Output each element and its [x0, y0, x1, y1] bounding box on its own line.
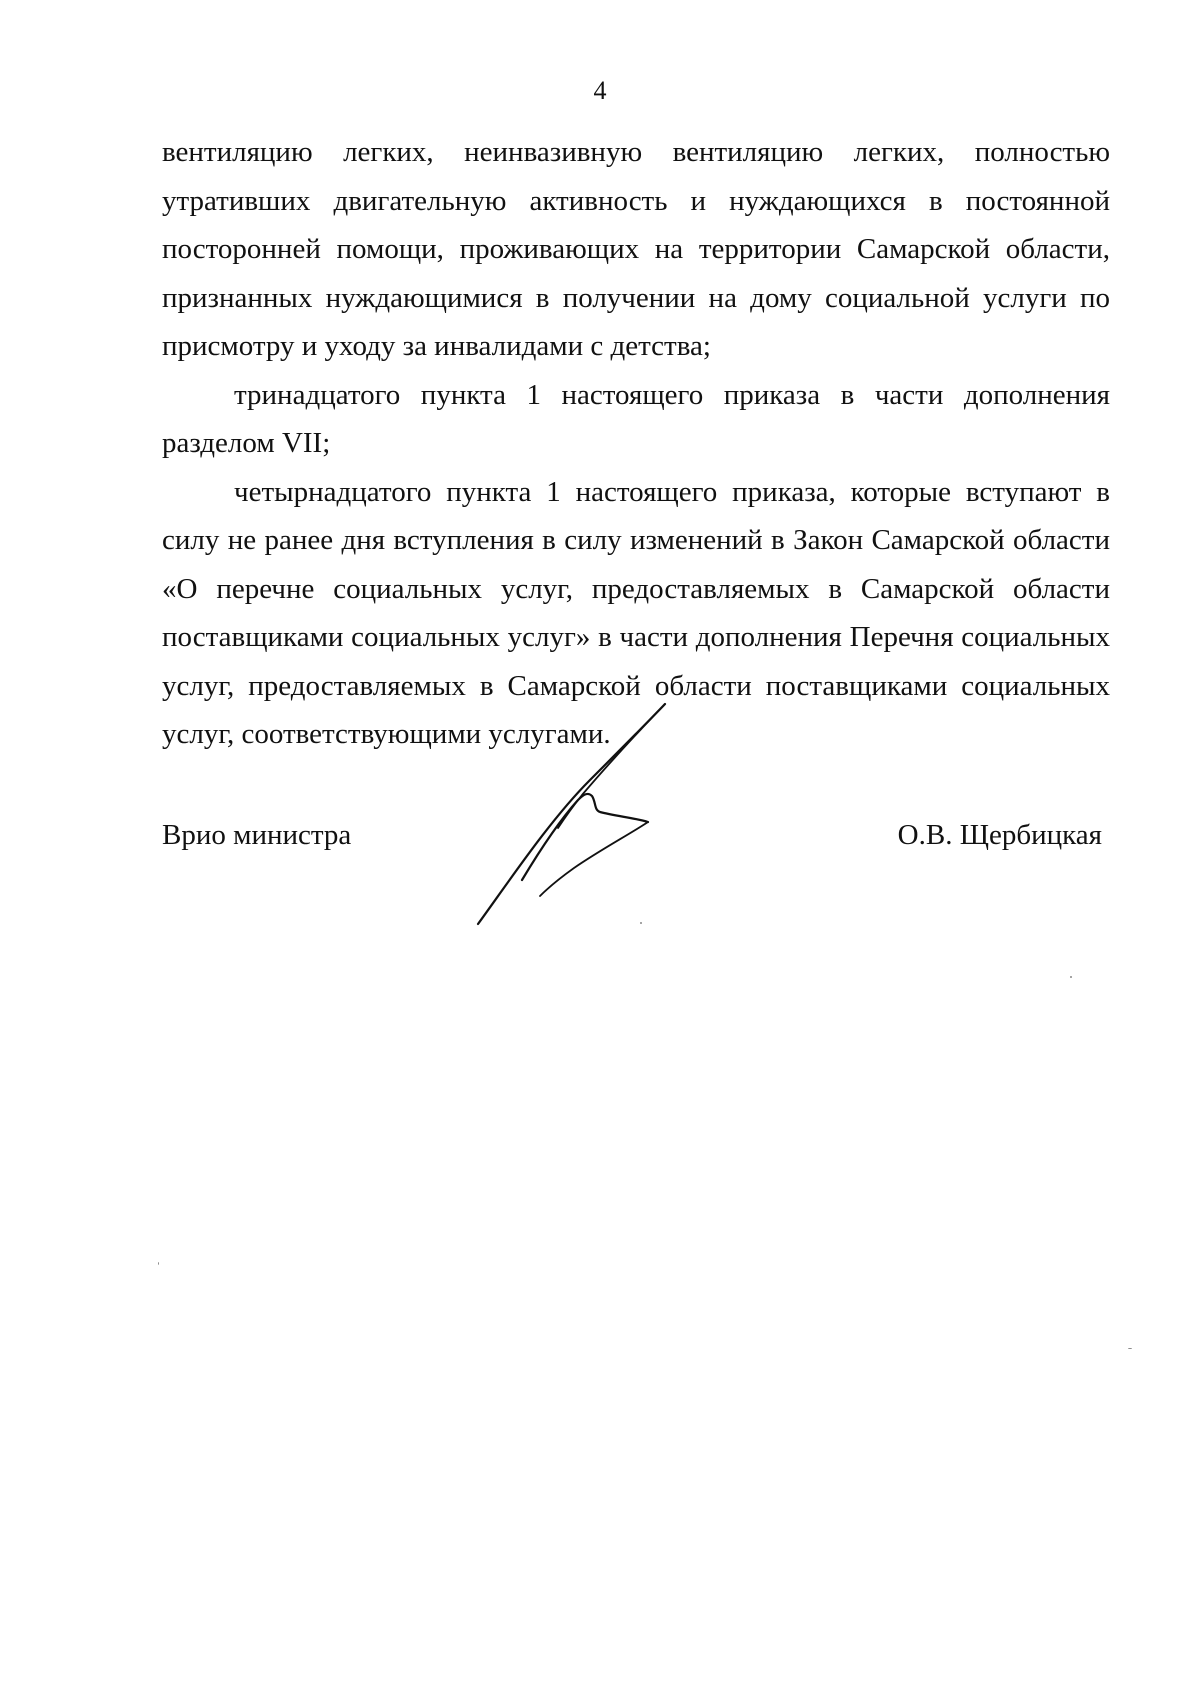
scan-speck: [640, 922, 642, 924]
scan-speck: [158, 1262, 159, 1265]
paragraph-2: тринадцатого пункта 1 настоящего приказа в части дополнения разделом VII;: [162, 378, 1110, 459]
page-number: 4: [593, 76, 607, 105]
signatory-name: О.В. Щербицкая: [897, 819, 1102, 851]
paragraph-1: вентиляцию легких, неинвазивную вентиляцию легких, полностью утративших двигательную активность и нуждающихся в постоянной посторонней помощи, проживающих на территории Самарской области, признанных нуждающимися в получении на дому социальной услуги по присмотру и уходу за инвалидами с детства;: [162, 136, 1110, 362]
signatory-title: Врио министра: [162, 819, 352, 851]
scan-speck: [1128, 1348, 1132, 1349]
handwritten-signature: [470, 700, 730, 930]
scan-speck: [1070, 976, 1072, 978]
paragraph-3: четырнадцатого пункта 1 настоящего приказа, которые вступают в силу не ранее дня вступления в силу изменений в Закон Самарской области «О перечне социальных услуг, предоставляемых в Самарской области поставщиками социальных услуг» в части дополнения Перечня социальных услуг, предоставляемых в Самарской области поставщиками социальных услуг, соответствующими услугами.: [162, 475, 1110, 750]
document-body: [162, 128, 1110, 759]
